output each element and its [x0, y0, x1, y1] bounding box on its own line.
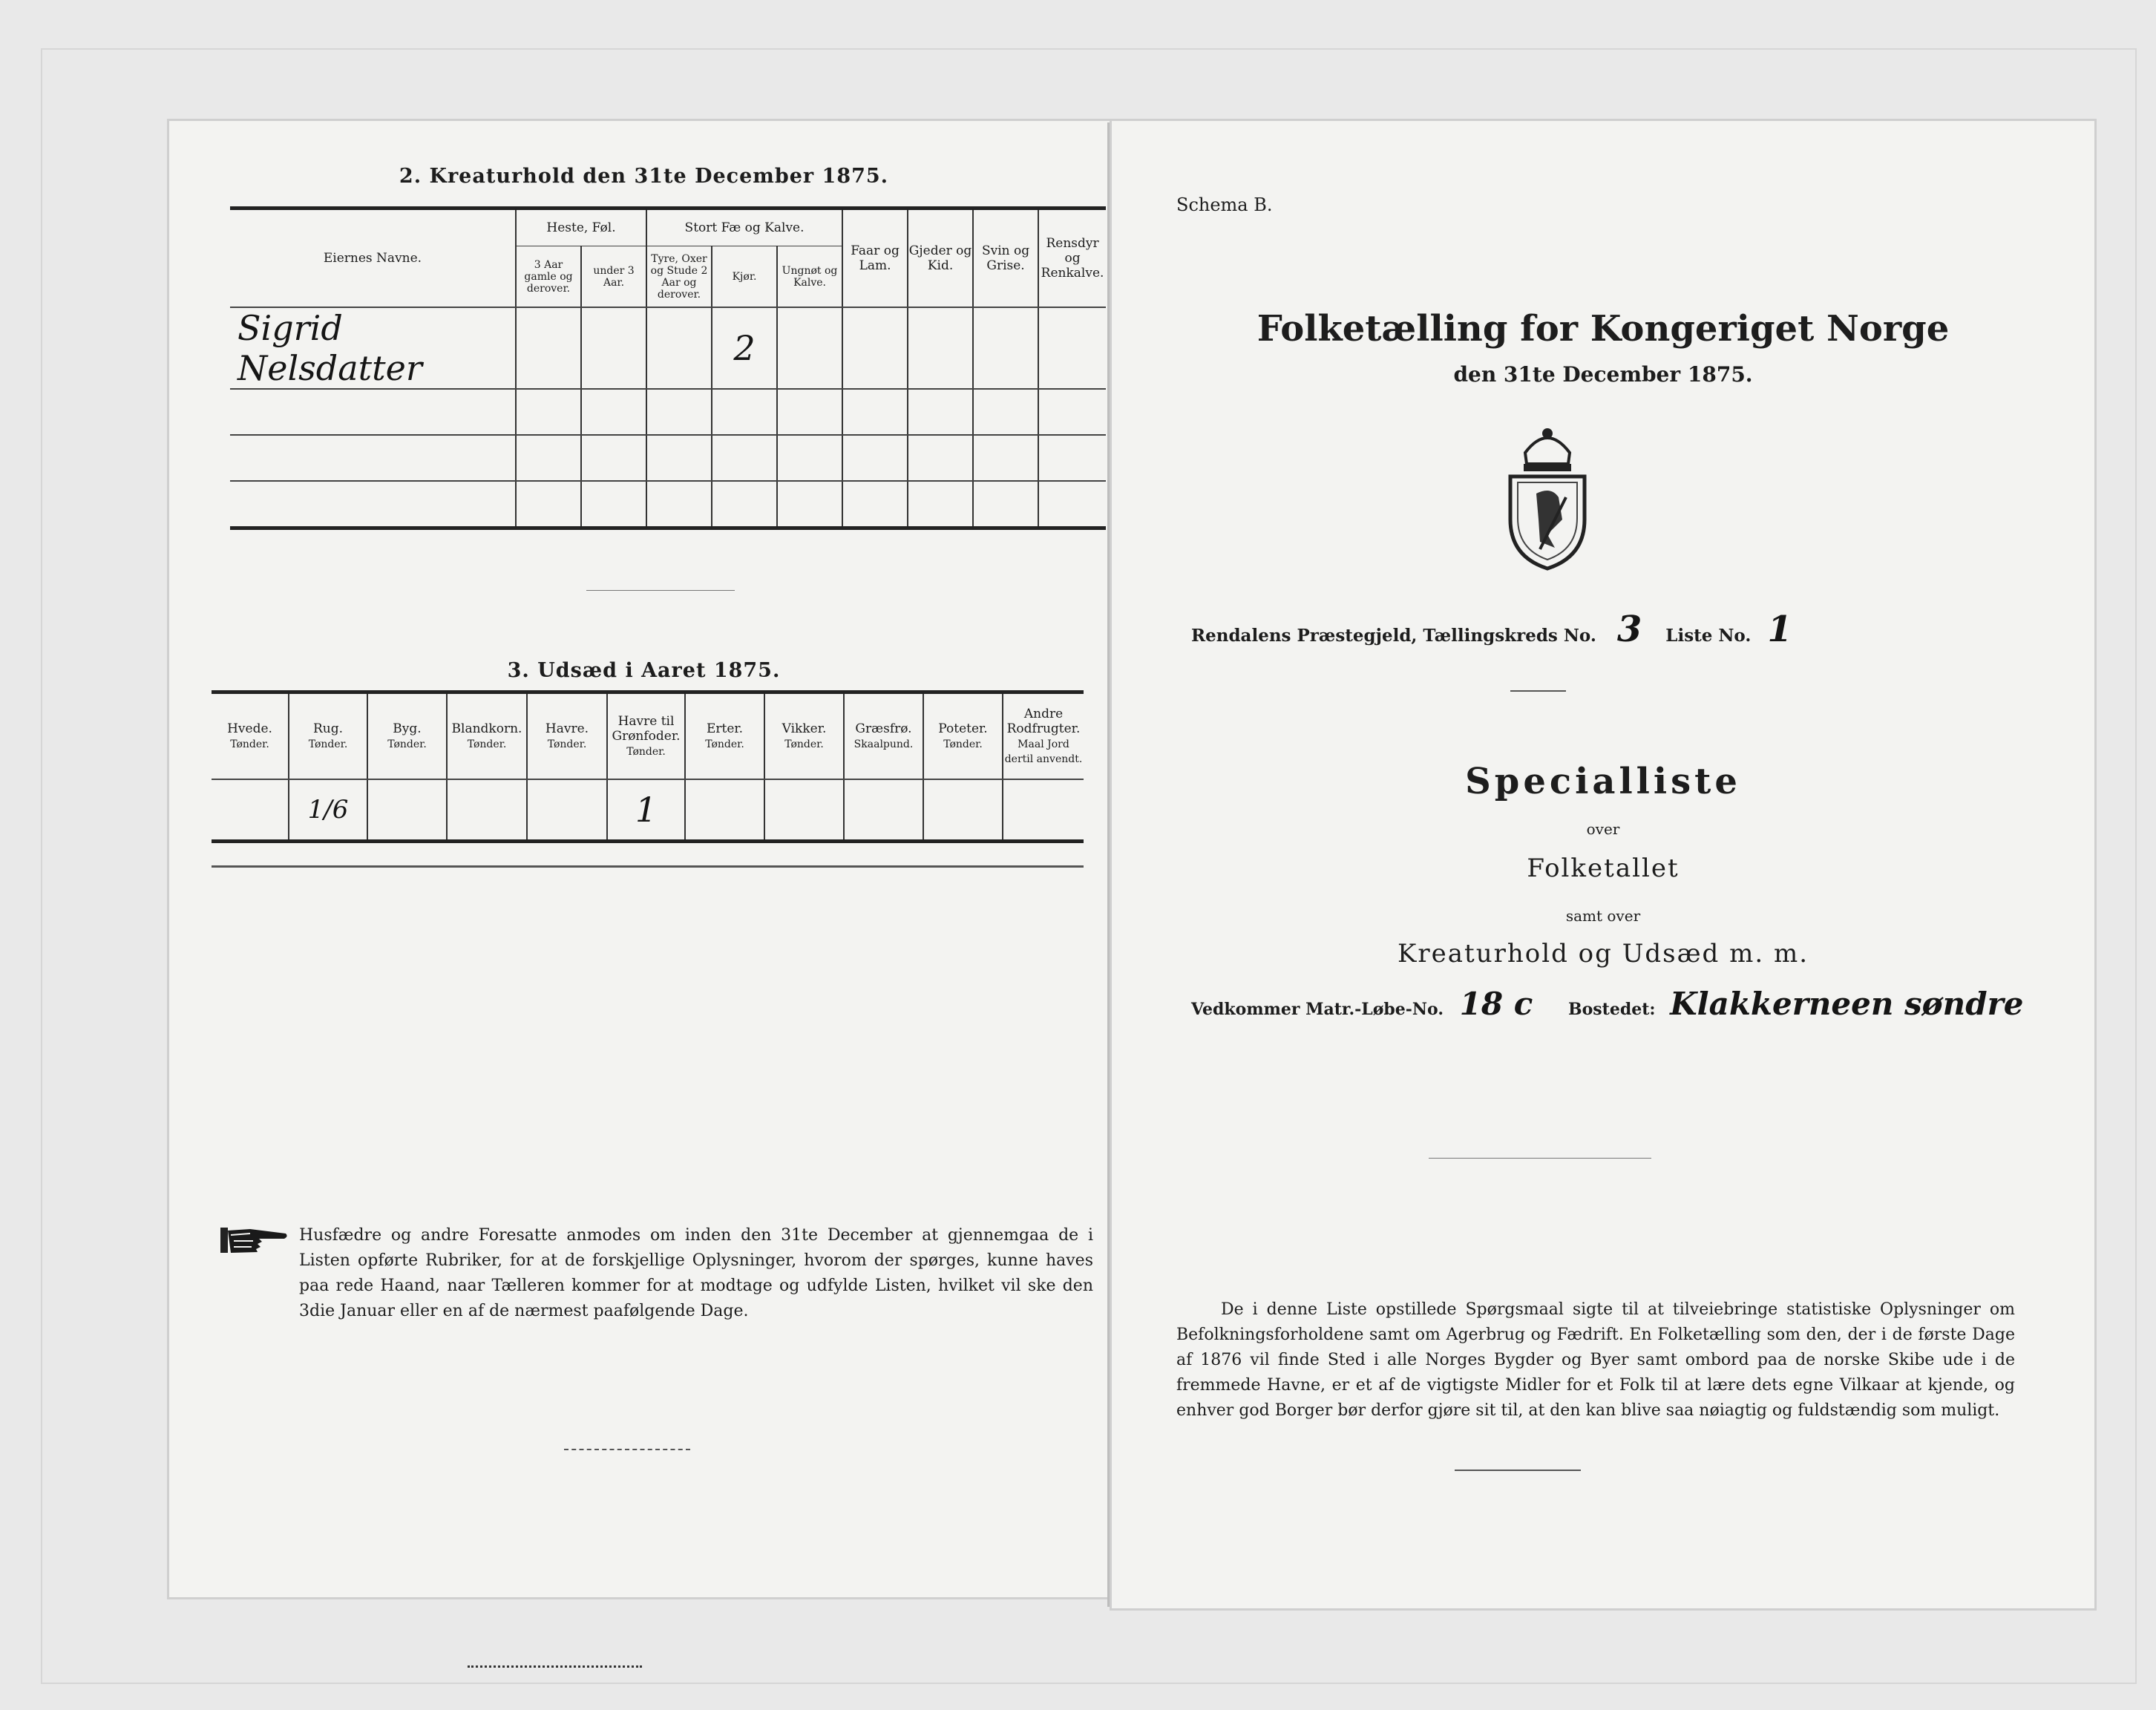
heste-young-header: under 3 Aar.	[581, 246, 646, 307]
faar-col-header: Faar og Lam.	[842, 209, 908, 308]
table-cell	[516, 307, 581, 389]
divider	[564, 1449, 690, 1450]
kreaturhold-label: Kreaturhold og Udsæd m. m.	[1397, 939, 1809, 969]
table-cell	[581, 307, 646, 389]
crop-header-gronfoder: Havre til Grønfoder. Tønder.	[607, 692, 685, 780]
kreds-number: 3	[1616, 609, 1642, 650]
divider	[1510, 690, 1566, 692]
table-cell	[777, 307, 842, 389]
folketallet-label: Folketallet	[1527, 854, 1680, 883]
parish-label: Rendalens Præstegjeld, Tællingskreds No.	[1191, 626, 1596, 646]
crop-header-hvede: Hvede. Tønder.	[212, 692, 289, 780]
pointing-hand-icon	[220, 1223, 289, 1257]
svin-col-header: Svin og Grise.	[973, 209, 1038, 308]
matr-line	[1191, 986, 2023, 1022]
samt-over-label: samt over	[1565, 907, 1641, 925]
owner-col-header: Eiernes Navne.	[230, 209, 516, 308]
livestock-table	[230, 206, 1106, 530]
crop-header-blandkorn: Blandkorn. Tønder.	[447, 692, 527, 780]
okser-header: Tyre, Oxer og Stude 2 Aar og derover.	[646, 246, 712, 307]
divider	[1429, 1158, 1651, 1159]
right-page	[1110, 119, 2097, 1611]
liste-number: 1	[1767, 609, 1792, 650]
kjor-cell: 2	[712, 307, 777, 389]
storfae-group-header: Stort Fæ og Kalve.	[646, 209, 842, 246]
notice-text: Husfædre og andre Foresatte anmodes om inden den 31te December at gjennemgaa de i Listen opførte Rubriker, for at de forskjellige Oplysninger, hvorom der spørges, kunne haves paa rede Haand, naar Tælleren kommer for at modtage og udfylde Listen, hvilket vil ske den 3die Januar eller en af de nærmest paafølgende Dage.	[299, 1226, 1093, 1320]
owner-cell: Sigrid Nelsdatter	[230, 307, 516, 389]
matr-number: 18 c	[1459, 986, 1533, 1022]
crop-value-gronfoder: 1	[607, 779, 685, 842]
bosted-value: Klakkerneen søndre	[1670, 986, 2024, 1022]
parish-line	[1191, 609, 1792, 650]
section3-heading: 3. Udsæd i Aaret 1875.	[507, 659, 781, 682]
crop-header-rodfrugter: Andre Rodfrugter. Maal Jord dertil anvendt.	[1003, 692, 1084, 780]
table-cell	[973, 307, 1038, 389]
ungnot-header: Ungnøt og Kalve.	[777, 246, 842, 307]
crop-value-poteter	[923, 779, 1003, 842]
crop-header-vikker: Vikker. Tønder.	[764, 692, 844, 780]
document-title: Folketælling for Kongeriget Norge	[1256, 308, 1950, 350]
crop-value-havre	[527, 779, 607, 842]
bosted-label: Bostedet:	[1568, 1000, 1656, 1019]
left-page	[167, 119, 1121, 1599]
crop-header-rug: Rug. Tønder.	[289, 692, 367, 780]
crop-value-erter	[685, 779, 764, 842]
table-cell	[908, 307, 973, 389]
document-subtitle: den 31te December 1875.	[1453, 362, 1753, 387]
crop-header-havre: Havre. Tønder.	[527, 692, 607, 780]
footer-scribble	[468, 1665, 642, 1668]
crop-value-graesfro	[844, 779, 923, 842]
table-cell	[842, 307, 908, 389]
matr-label: Vedkommer Matr.-Løbe-No.	[1191, 1000, 1444, 1019]
over-label: over	[1586, 820, 1620, 838]
table-underline	[212, 865, 1084, 868]
liste-label: Liste No.	[1665, 626, 1752, 646]
crop-header-erter: Erter. Tønder.	[685, 692, 764, 780]
crop-value-byg	[367, 779, 447, 842]
heste-old-header: 3 Aar gamle og derover.	[516, 246, 581, 307]
crop-header-byg: Byg. Tønder.	[367, 692, 447, 780]
coat-of-arms-icon	[1495, 423, 1599, 571]
crop-value-hvede	[212, 779, 289, 842]
gjeder-col-header: Gjeder og Kid.	[908, 209, 973, 308]
divider	[1455, 1470, 1581, 1471]
schema-label: Schema B.	[1176, 194, 1273, 215]
crops-table	[212, 690, 1084, 843]
kjor-header: Kjør.	[712, 246, 777, 307]
specialliste-title: Specialliste	[1465, 761, 1741, 802]
divider	[586, 590, 735, 591]
crop-value-rug: 1/6	[289, 779, 367, 842]
table-cell	[1038, 307, 1106, 389]
crop-value-rodfrugter	[1003, 779, 1084, 842]
section2-heading: 2. Kreaturhold den 31te December 1875.	[399, 165, 889, 188]
crop-value-vikker	[764, 779, 844, 842]
explanation-text: De i denne Liste opstillede Spørgsmaal sigte til at tilveiebringe statistiske Oplysninger om Befolkningsforholdene samt om Agerbrug og Fædrift. En Folketælling som den, der i de første Dage af 1876 vil finde Sted i alle Norges Bygder og Byer samt ombord paa de norske Skibe ude i de fremmede Havne, er et af de vigtigste Midler for et Folk til at lære dets egne Vilkaar at kjende, og enhver god Borger bør derfor gjøre sit til, at den kan blive saa nøiagtig og fuldstændig som muligt.	[1176, 1300, 2015, 1420]
rensdyr-col-header: Rensdyr og Renkalve.	[1038, 209, 1106, 308]
crop-header-poteter: Poteter. Tønder.	[923, 692, 1003, 780]
crop-value-blandkorn	[447, 779, 527, 842]
heste-group-header: Heste, Føl.	[516, 209, 646, 246]
crop-header-graesfro: Græsfrø. Skaalpund.	[844, 692, 923, 780]
table-cell	[646, 307, 712, 389]
